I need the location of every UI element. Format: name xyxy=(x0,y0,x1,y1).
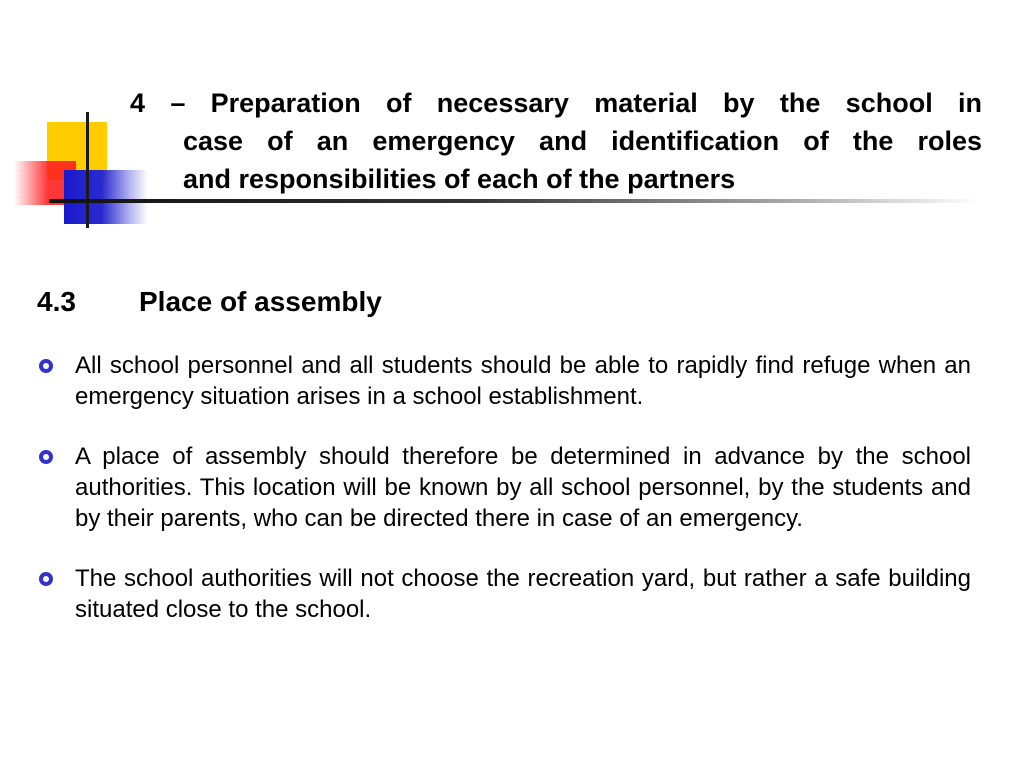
bullet-text: A place of assembly should therefore be determined in advance by the school authorities. This location will be known by all school personnel, by the students and by their parents, who can be directed there in case of an emergency. xyxy=(75,443,971,532)
title-line-2: case of an emergency and identification of the roles xyxy=(183,126,982,156)
bullet-list xyxy=(37,350,971,654)
list-item xyxy=(37,441,971,534)
slide-title xyxy=(130,84,982,198)
bullet-text: The school authorities will not choose the recreation yard, but rather a safe building situated close to the school. xyxy=(75,565,971,623)
title-line-1: 4 – Preparation of necessary material by the school in xyxy=(130,88,982,118)
bullet-text: All school personnel and all students should be able to rapidly find refuge when an emergency situation arises in a school establishment. xyxy=(75,352,971,410)
list-item xyxy=(37,350,971,412)
title-underline xyxy=(49,199,979,203)
section-number: 4.3 xyxy=(37,286,76,317)
section-heading xyxy=(37,286,382,318)
ring-bullet-icon xyxy=(39,572,53,586)
list-item xyxy=(37,563,971,625)
logo-vertical-line xyxy=(86,112,89,228)
ring-bullet-icon xyxy=(39,450,53,464)
title-line-3: and responsibilities of each of the partners xyxy=(183,164,736,194)
ring-bullet-icon xyxy=(39,359,53,373)
section-title: Place of assembly xyxy=(139,286,382,317)
